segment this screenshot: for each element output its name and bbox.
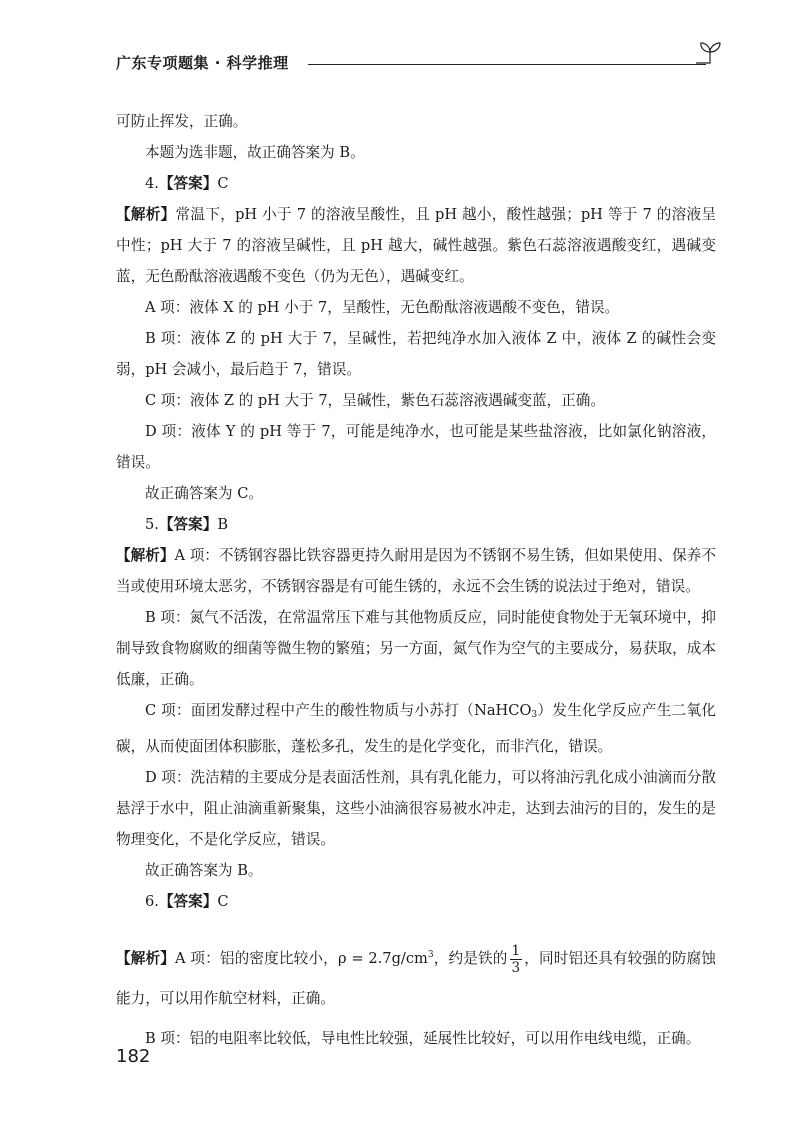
option-a: A 项：液体 X 的 pH 小于 7，呈酸性，无色酚酞溶液遇酸不变色，错误。: [145, 299, 620, 316]
question-number: 4.: [145, 175, 159, 192]
analysis-tag: 【解析】: [116, 206, 176, 223]
option-c: C 项：液体 Z 的 pH 大于 7，呈碱性，紫色石蕊溶液遇碱变蓝，正确。: [145, 392, 605, 409]
fraction: $\frac{1}{3}$: [511, 942, 521, 976]
header-rule: [308, 64, 706, 65]
conclusion: 故正确答案为 B。: [145, 862, 263, 879]
option-d: D 项：洗洁精的主要成分是表面活性剂，具有乳化能力，可以将油污乳化成小油滴而分散悬浮于水中，阻止油滴重新聚集，这些小油滴很容易被水冲走，达到去油污的目的，发生的是物理变化，不是化学反应，错误。: [116, 769, 716, 848]
option-d: D 项：液体 Y 的 pH 等于 7，可能是纯净水，也可能是某些盐溶液，比如氯化钠溶液，错误。: [116, 423, 716, 471]
question-number: 6.: [145, 893, 159, 910]
question-number: 5.: [145, 516, 159, 533]
answer-line-5: [116, 509, 716, 540]
answer-tag: 【答案】: [158, 893, 218, 910]
analysis-tag: 【解析】: [116, 950, 176, 967]
answer-value: C: [217, 893, 229, 910]
option-b: B 项：氮气不活泼，在常温常压下难与其他物质反应，同时能使食物处于无氧环境中，抑制导致食物腐败的细菌等微生物的繁殖；另一方面，氮气作为空气的主要成分，易获取，成本低廉，正确。: [116, 609, 716, 688]
paragraph: 本题为选非题，故正确答案为 B。: [145, 144, 365, 161]
analysis-tag: 【解析】: [116, 547, 175, 564]
analysis-paragraph: 【解析】常温下，pH 小于 7 的溶液呈酸性，且 pH 越小，酸性越强；pH 等于 7 的溶液呈中性；pH 大于 7 的溶液呈碱性，且 pH 越大，碱性越强。紫色石蕊溶液遇酸变红，遇碱变蓝，无色酚酞溶液遇酸不变色（仍为无色），遇碱变红。: [116, 206, 716, 285]
answer-value: C: [217, 175, 229, 192]
answer-line-6: [116, 886, 716, 917]
answer-tag: 【答案】: [158, 175, 218, 192]
conclusion: 故正确答案为 C。: [145, 485, 263, 502]
option-b: B 项：液体 Z 的 pH 大于 7，呈碱性，若把纯净水加入液体 Z 中，液体 Z 的碱性会变弱，pH 会减小，最后趋于 7，错误。: [116, 330, 716, 378]
page-number: 182: [116, 1046, 151, 1067]
paragraph: 可防止挥发，正确。: [116, 113, 248, 130]
answer-line-4: [116, 168, 716, 199]
analysis-paragraph: 【解析】A 项：铝的密度比较小，$\rho = 2.7g/cm^3$，约是铁的 $\frac{1}{3}$ ，同时铝还具有较强的防腐蚀能力，可以用作航空材料，正确。: [116, 942, 716, 1007]
option-c: C 项：面团发酵过程中产生的酸性物质与小苏打（NaHCO$_3$）发生化学反应产生二氧化碳，从而使面团体积膨胀，蓬松多孔，发生的是化学变化，而非汽化，错误。: [116, 702, 716, 755]
sprout-icon: [694, 40, 726, 66]
answer-tag: 【答案】: [158, 516, 218, 533]
answer-value: B: [217, 516, 229, 533]
option-b: B 项：铝的电阻率比较低，导电性比较强，延展性比较好，可以用作电线电缆，正确。: [145, 1030, 701, 1047]
page-body: [116, 106, 716, 1054]
analysis-paragraph: 【解析】A 项：不锈钢容器比铁容器更持久耐用是因为不锈钢不易生锈，但如果使用、保养不当或使用环境太恶劣，不锈钢容器是有可能生锈的，永远不会生锈的说法过于绝对，错误。: [116, 547, 716, 595]
book-title: 广东专项题集 · 科学推理: [116, 54, 289, 72]
page-header: [116, 46, 724, 80]
